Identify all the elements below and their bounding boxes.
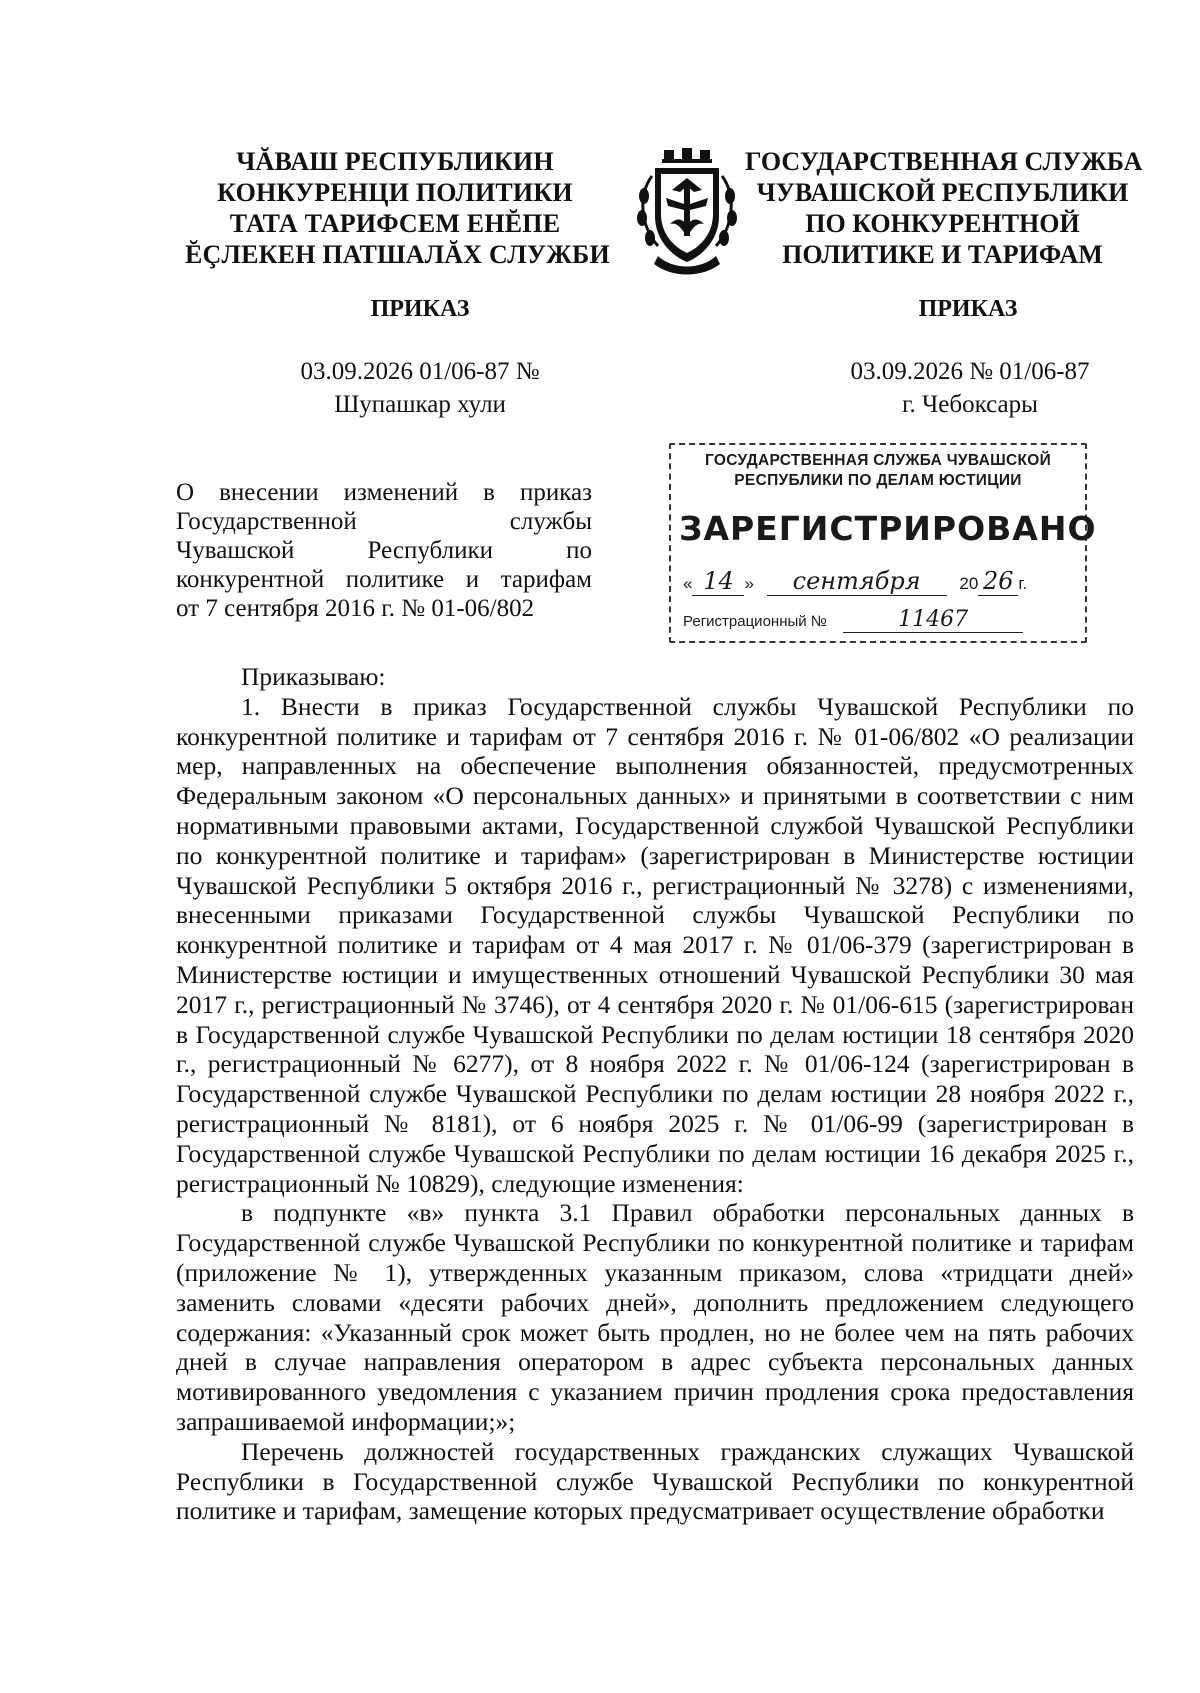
stamp-month: сентября <box>767 567 947 596</box>
org-name-russian-line: ПО КОНКУРЕНТНОЙ <box>805 209 1080 238</box>
order-number-chuvash <box>220 355 620 421</box>
stamp-date: « 14 » сентября 20 26 г. <box>683 567 1028 595</box>
registration-stamp <box>669 443 1097 643</box>
org-name-chuvash-line: КОНКУРЕНЦИ ПОЛИТИКИ <box>217 178 573 207</box>
body-paragraph: Перечень должностей государственных гражданских служащих Чувашской Республики в Государственной службе Чувашской Республики по конкурентной политике и тарифам, замещение которых предусматривает осуществление обработки <box>176 1436 1134 1526</box>
stamp-reg-label: Регистрационный № <box>683 613 827 630</box>
subject-line: Чувашской Республики по <box>176 537 592 564</box>
stamp-day: 14 <box>692 567 744 596</box>
subject-line: Государственной службы <box>176 508 592 535</box>
stamp-organization-line: ГОСУДАРСТВЕННАЯ СЛУЖБА ЧУВАШСКОЙ <box>704 452 1052 469</box>
order-place: Шупашкар хули <box>334 391 506 418</box>
order-intro: Приказываю: <box>241 662 386 691</box>
document-header <box>150 146 1143 269</box>
order-title-russian: ПРИКАЗ <box>918 296 1018 322</box>
org-name-chuvash-line: ĔÇЛЕКЕН ПАТШАЛĂХ СЛУЖБИ <box>185 240 610 269</box>
stamp-title: ЗАРЕГИСТРИРОВАНО <box>679 509 1097 548</box>
order-place: г. Чебоксары <box>902 391 1038 418</box>
order-date-number: 03.09.2026 01/06-87 № <box>300 358 540 385</box>
stamp-year-unit: г. <box>1018 574 1028 593</box>
subject-line: конкурентной политике и тарифам <box>176 566 592 593</box>
order-body <box>176 662 1134 1526</box>
org-name-russian-line: ЧУВАШСКОЙ РЕСПУБЛИКИ <box>756 178 1129 207</box>
org-name-chuvash-line: ЧĂВАШ РЕСПУБЛИКИН <box>236 147 554 176</box>
chuvash-coat-of-arms-icon <box>628 146 746 276</box>
stamp-registration <box>683 607 1078 633</box>
body-paragraph: 1. Внести в приказ Государственной службы Чувашской Республики по конкурентной политике и тарифам от 7 сентября 2016 г. № 01-06/802 «О реализации мер, направленных на обеспечение выполнения обязанностей, предусмотренных Федеральным законом «О персональных данных» и принятыми в соответствии с ним нормативными правовыми актами, Государственной службой Чувашской Республики по конкурентной политике и тарифам» (зарегистрирован в Министерстве юстиции Чувашской Республики 5 октября 2016 г., регистрационный № 3278) с изменениями, внесенными приказами Государственной службы Чувашской Республики по конкурентной политике и тарифам от 4 мая 2017 г. № 01/06-379 (зарегистрирован в Министерстве юстиции и имущественных отношений Чувашской Республики 30 мая 2017 г., регистрационный № 3746), от 4 сентября 2020 г. № 01/06-615 (зарегистрирован в Государственной службе Чувашской Республики по делам юстиции 18 сентября 2020 г., регистрационный № 6277), от 8 ноября 2022 г. № 01/06-124 (зарегистрирован в Государственной службе Чувашской Республики по делам юстиции 28 ноября 2022 г., регистрационный № 8181), от 6 ноября 2025 г. № 01/06-99 (зарегистрирован в Государственной службе Чувашской Республики по делам юстиции 16 декабря 2025 г., регистрационный № 10829), следующие изменения: <box>176 691 1134 1198</box>
order-subject <box>176 478 592 623</box>
order-number-russian <box>790 355 1150 421</box>
org-name-chuvash-line: ТАТА ТАРИФСЕМ ЕНĔПЕ <box>229 209 561 238</box>
org-name-russian <box>745 146 1143 270</box>
subject-line: от 7 сентября 2016 г. № 01-06/802 <box>176 595 535 622</box>
org-name-russian-line: ПОЛИТИКЕ И ТАРИФАМ <box>782 240 1103 269</box>
stamp-reg-number: 11467 <box>843 607 1023 633</box>
order-date-number: 03.09.2026 № 01/06-87 <box>850 358 1090 385</box>
org-name-russian-line: ГОСУДАРСТВЕННАЯ СЛУЖБА <box>745 147 1143 176</box>
stamp-organization-line: РЕСПУБЛИКИ ПО ДЕЛАМ ЮСТИЦИИ <box>734 472 1022 489</box>
body-paragraph: в подпункте «в» пункта 3.1 Правил обработки персональных данных в Государственной службе Чувашской Республики по конкурентной политике и тарифам (приложение № 1), утвержденных указанным приказом, слова «тридцати дней» заменить словами «десяти рабочих дней», дополнить предложением следующего содержания: «Указанный срок может быть продлен, но не более чем на пять рабочих дней в случае направления оператором в адрес субъекта персональных данных мотивированного уведомления с указанием причин продления срока предоставления запрашиваемой информации;»; <box>176 1198 1134 1436</box>
stamp-organization <box>679 451 1077 491</box>
order-title-chuvash: ПРИКАЗ <box>370 296 470 322</box>
org-name-chuvash <box>185 146 610 270</box>
stamp-year-suffix: 26 <box>978 567 1018 596</box>
stamp-year-prefix: 20 <box>959 574 979 593</box>
subject-line: О внесении изменений в приказ <box>176 479 592 506</box>
